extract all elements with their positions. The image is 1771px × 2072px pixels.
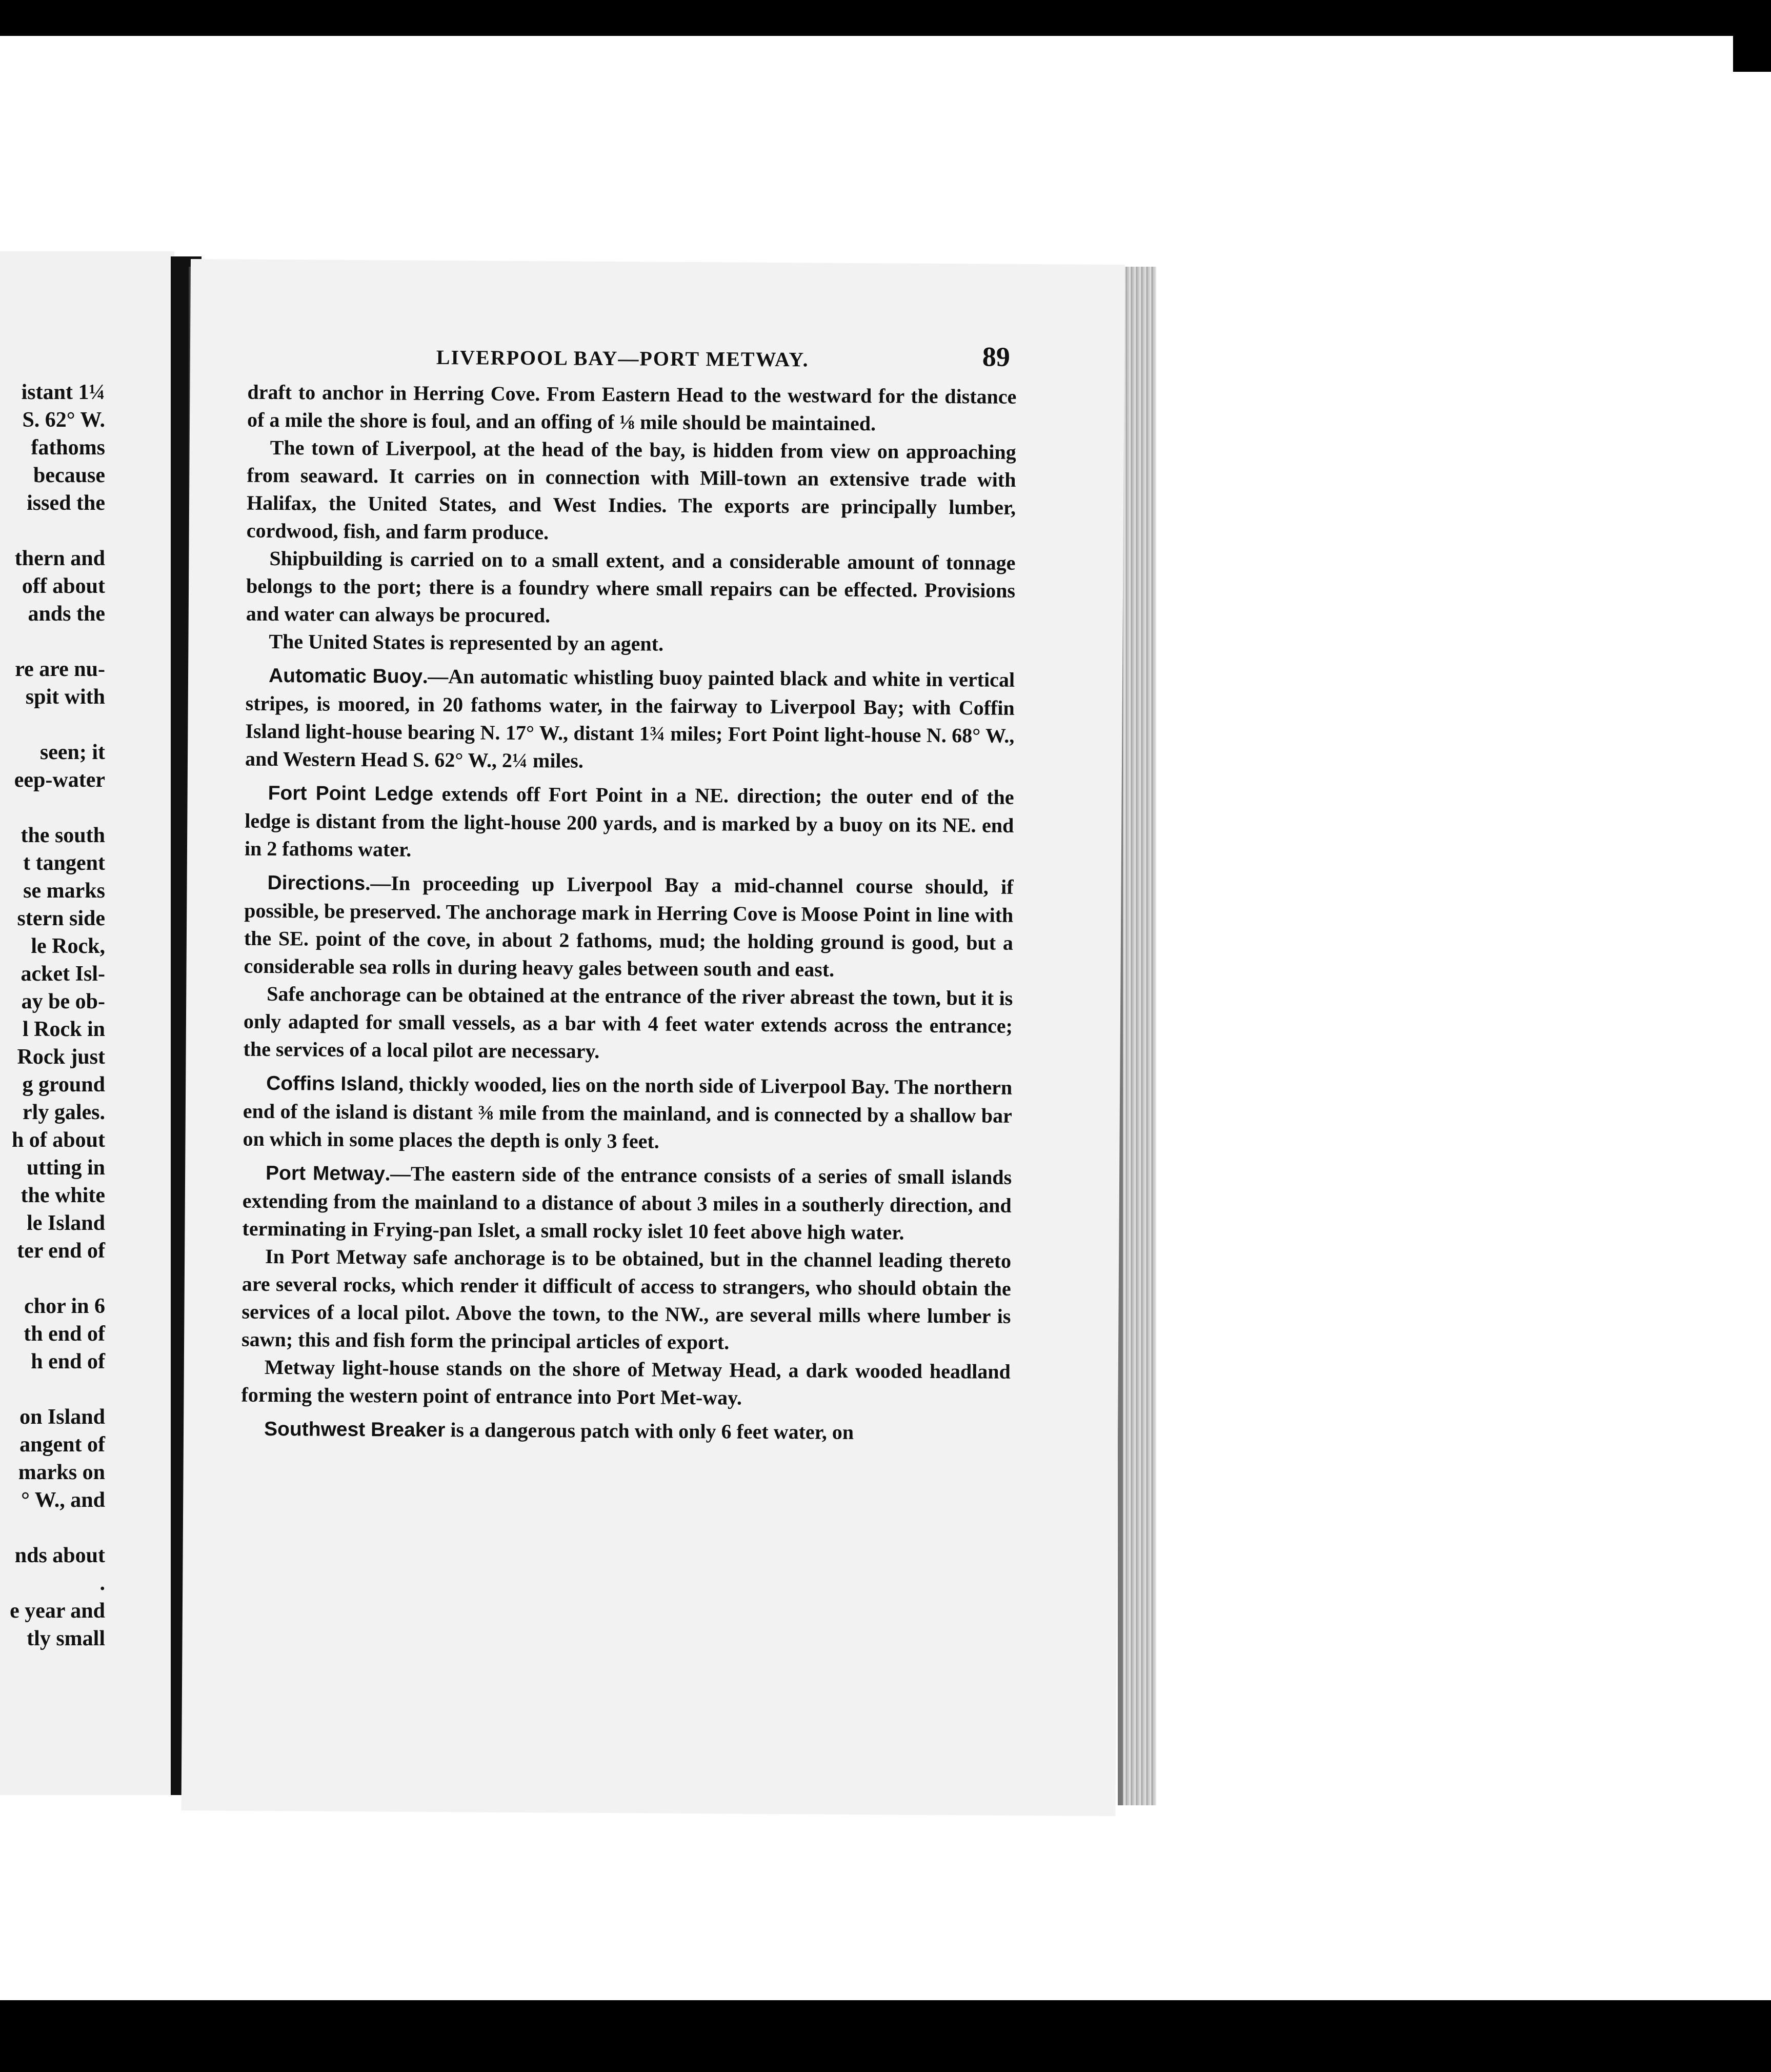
left-page-line: nds about [14, 1544, 105, 1567]
section-paragraph [241, 1415, 1010, 1448]
left-page-line: le Island [27, 1211, 105, 1235]
page-stack-edge [1123, 267, 1156, 1805]
left-page-line: h of about [11, 1128, 105, 1152]
left-page-line: t tangent [23, 851, 105, 875]
left-page-line: the white [21, 1184, 105, 1207]
body-text [241, 378, 1017, 1448]
left-page-line: . [99, 1571, 105, 1595]
left-page-line: seen; it [39, 741, 105, 764]
paragraph-text: The town of Liverpool, at the head of the bay, is hidden from view on approaching from seaward. It carries on in connection with Mill-town an extensive trade with Halifax, the United States, and West Indies. The exports are principally lumber, cordwood, fish, and farm produce. [246, 435, 1016, 544]
left-page-line [0, 517, 105, 545]
paragraph [247, 434, 1016, 549]
left-page-line: off about [22, 574, 105, 598]
running-head: LIVERPOOL BAY—PORT METWAY. [436, 345, 809, 371]
left-page-line: ° W., and [21, 1488, 105, 1512]
left-page-line: g ground [22, 1073, 105, 1097]
left-page-line: rly gales. [23, 1101, 105, 1124]
left-page-line: fathoms [31, 436, 105, 460]
left-page-line [0, 628, 105, 655]
scan-border-top [0, 0, 1771, 36]
section-heading: Coffins Island [266, 1072, 399, 1095]
section-paragraph [245, 662, 1015, 778]
left-page-line: angent of [19, 1433, 105, 1457]
left-page-text [0, 378, 105, 1652]
left-page-line: ay be ob- [21, 990, 105, 1013]
left-page-line: ands the [28, 602, 105, 626]
left-page-line: thern and [14, 547, 105, 570]
section-heading: Southwest Breaker [264, 1418, 446, 1442]
scan-border-bottom [0, 2000, 1771, 2072]
left-page-line: Rock just [17, 1045, 105, 1069]
paragraph [246, 545, 1016, 632]
left-page-line: istant 1¼ [21, 381, 105, 404]
paragraph [242, 1243, 1011, 1358]
paragraph-text: extends off Fort Point in a NE. direction; the outer end of the ledge is distant from the light-house 200 yards, and is marked by a buoy on its NE. end in 2 fathoms water. [244, 782, 1014, 861]
paragraph-text: , thickly wooded, lies on the north side of Liverpool Bay. The northern end of the island is distant ⅜ mile from the mainland, and is connected by a shallow bar on which in some places the depth is only 3 feet. [243, 1072, 1013, 1153]
paragraph-text: In Port Metway safe anchorage is to be obtained, but in the channel leading thereto are several rocks, which render it difficult of access to strangers, who should obtain the services of a local pilot. Above the town, to the NW., are several mills where lumber is sawn; this and fish form the principal articles of export. [241, 1244, 1012, 1354]
left-page-line: ter end of [17, 1239, 105, 1263]
paragraph [246, 628, 1015, 660]
left-page-line [0, 1514, 105, 1542]
left-page-line: e year and [10, 1599, 105, 1623]
left-page-line: stern side [17, 907, 105, 930]
section-paragraph [245, 779, 1014, 867]
right-page [182, 259, 1125, 1816]
section-heading: Port Metway [265, 1162, 386, 1185]
paragraph-text: .—The eastern side of the entrance consists of a series of small islands extending from the mainland to a distance of about 3 miles in a southerly direction, and terminating in Frying-pan Islet, a small rocky islet 10 feet above high water. [242, 1162, 1012, 1244]
paragraph [247, 378, 1017, 439]
left-page-line: th end of [24, 1322, 105, 1346]
left-page [0, 251, 174, 1795]
left-page-line: le Rock, [31, 934, 105, 958]
left-page-line: eep-water [14, 768, 105, 792]
left-page-line: marks on [18, 1461, 105, 1484]
paragraph-text: Metway light-house stands on the shore of Metway Head, a dark wooded headland forming the western point of entrance into Port Met-way. [241, 1355, 1011, 1409]
paragraph [243, 980, 1013, 1068]
left-page-line [0, 1376, 105, 1403]
section-heading: Automatic Buoy [268, 664, 423, 688]
paragraph [241, 1353, 1011, 1413]
section-heading: Directions [267, 871, 366, 895]
left-page-line: spit with [25, 685, 105, 709]
left-page-line: issed the [27, 491, 105, 515]
left-page-line: the south [21, 824, 105, 847]
left-page-line: chor in 6 [24, 1294, 105, 1318]
left-page-line [0, 1265, 105, 1292]
left-page-line: h end of [31, 1350, 105, 1373]
left-page-line [0, 794, 105, 822]
paragraph-text: Safe anchorage can be obtained at the entrance of the river abreast the town, but it is only adapted for small vessels, as a bar with 4 feet water extends across the entrance; the services of a local pilot are necessary. [243, 982, 1013, 1063]
left-page-line: on Island [19, 1405, 105, 1429]
paragraph-text: is a dangerous patch with only 6 feet water, on [445, 1418, 854, 1444]
paragraph-text: Shipbuilding is carried on to a small extent, and a considerable amount of tonnage belongs to the port; there is a foundry where small repairs can be effected. Provisions and water can always be procured. [246, 546, 1016, 627]
scan-border-corner [1733, 0, 1771, 72]
section-paragraph [244, 869, 1013, 985]
left-page-line: re are nu- [15, 658, 105, 681]
left-page-line: acket Isl- [21, 962, 105, 986]
left-page-line: se marks [23, 879, 105, 903]
paragraph-text: draft to anchor in Herring Cove. From Eastern Head to the westward for the distance of a mile the shore is foul, and an offing of ⅛ mile should be maintained. [247, 380, 1017, 435]
left-page-line: S. 62° W. [22, 408, 105, 432]
left-page-line [0, 711, 105, 739]
left-page-line: tly small [27, 1627, 105, 1650]
section-paragraph [242, 1159, 1012, 1247]
paragraph-text: The United States is represented by an agent. [269, 629, 664, 655]
left-page-line: because [33, 464, 105, 487]
left-page-line: l Rock in [22, 1018, 105, 1041]
section-paragraph [243, 1069, 1012, 1158]
section-heading: Fort Point Ledge [268, 782, 434, 805]
page-number: 89 [982, 341, 1011, 372]
left-page-line: utting in [27, 1156, 105, 1180]
paragraph-text: .—An automatic whistling buoy painted black and white in vertical stripes, is moored, in 20 fathoms water, in the fairway to Liverpool Bay; with Coffin Island light-house bearing N. 17° W., distant 1¾ miles; Fort Point light-house N. 68° W., and Western Head S. 62° W., 2¼ miles. [245, 664, 1015, 772]
paragraph-text: .—In proceeding up Liverpool Bay a mid-channel course should, if possible, be preserved. The anchorage mark in Herring Cove is Moose Point in line with the SE. point of the cove, in about 2 fathoms, mud; the holding ground is good, but a considerable sea rolls in during heavy gales between south and east. [244, 871, 1014, 981]
